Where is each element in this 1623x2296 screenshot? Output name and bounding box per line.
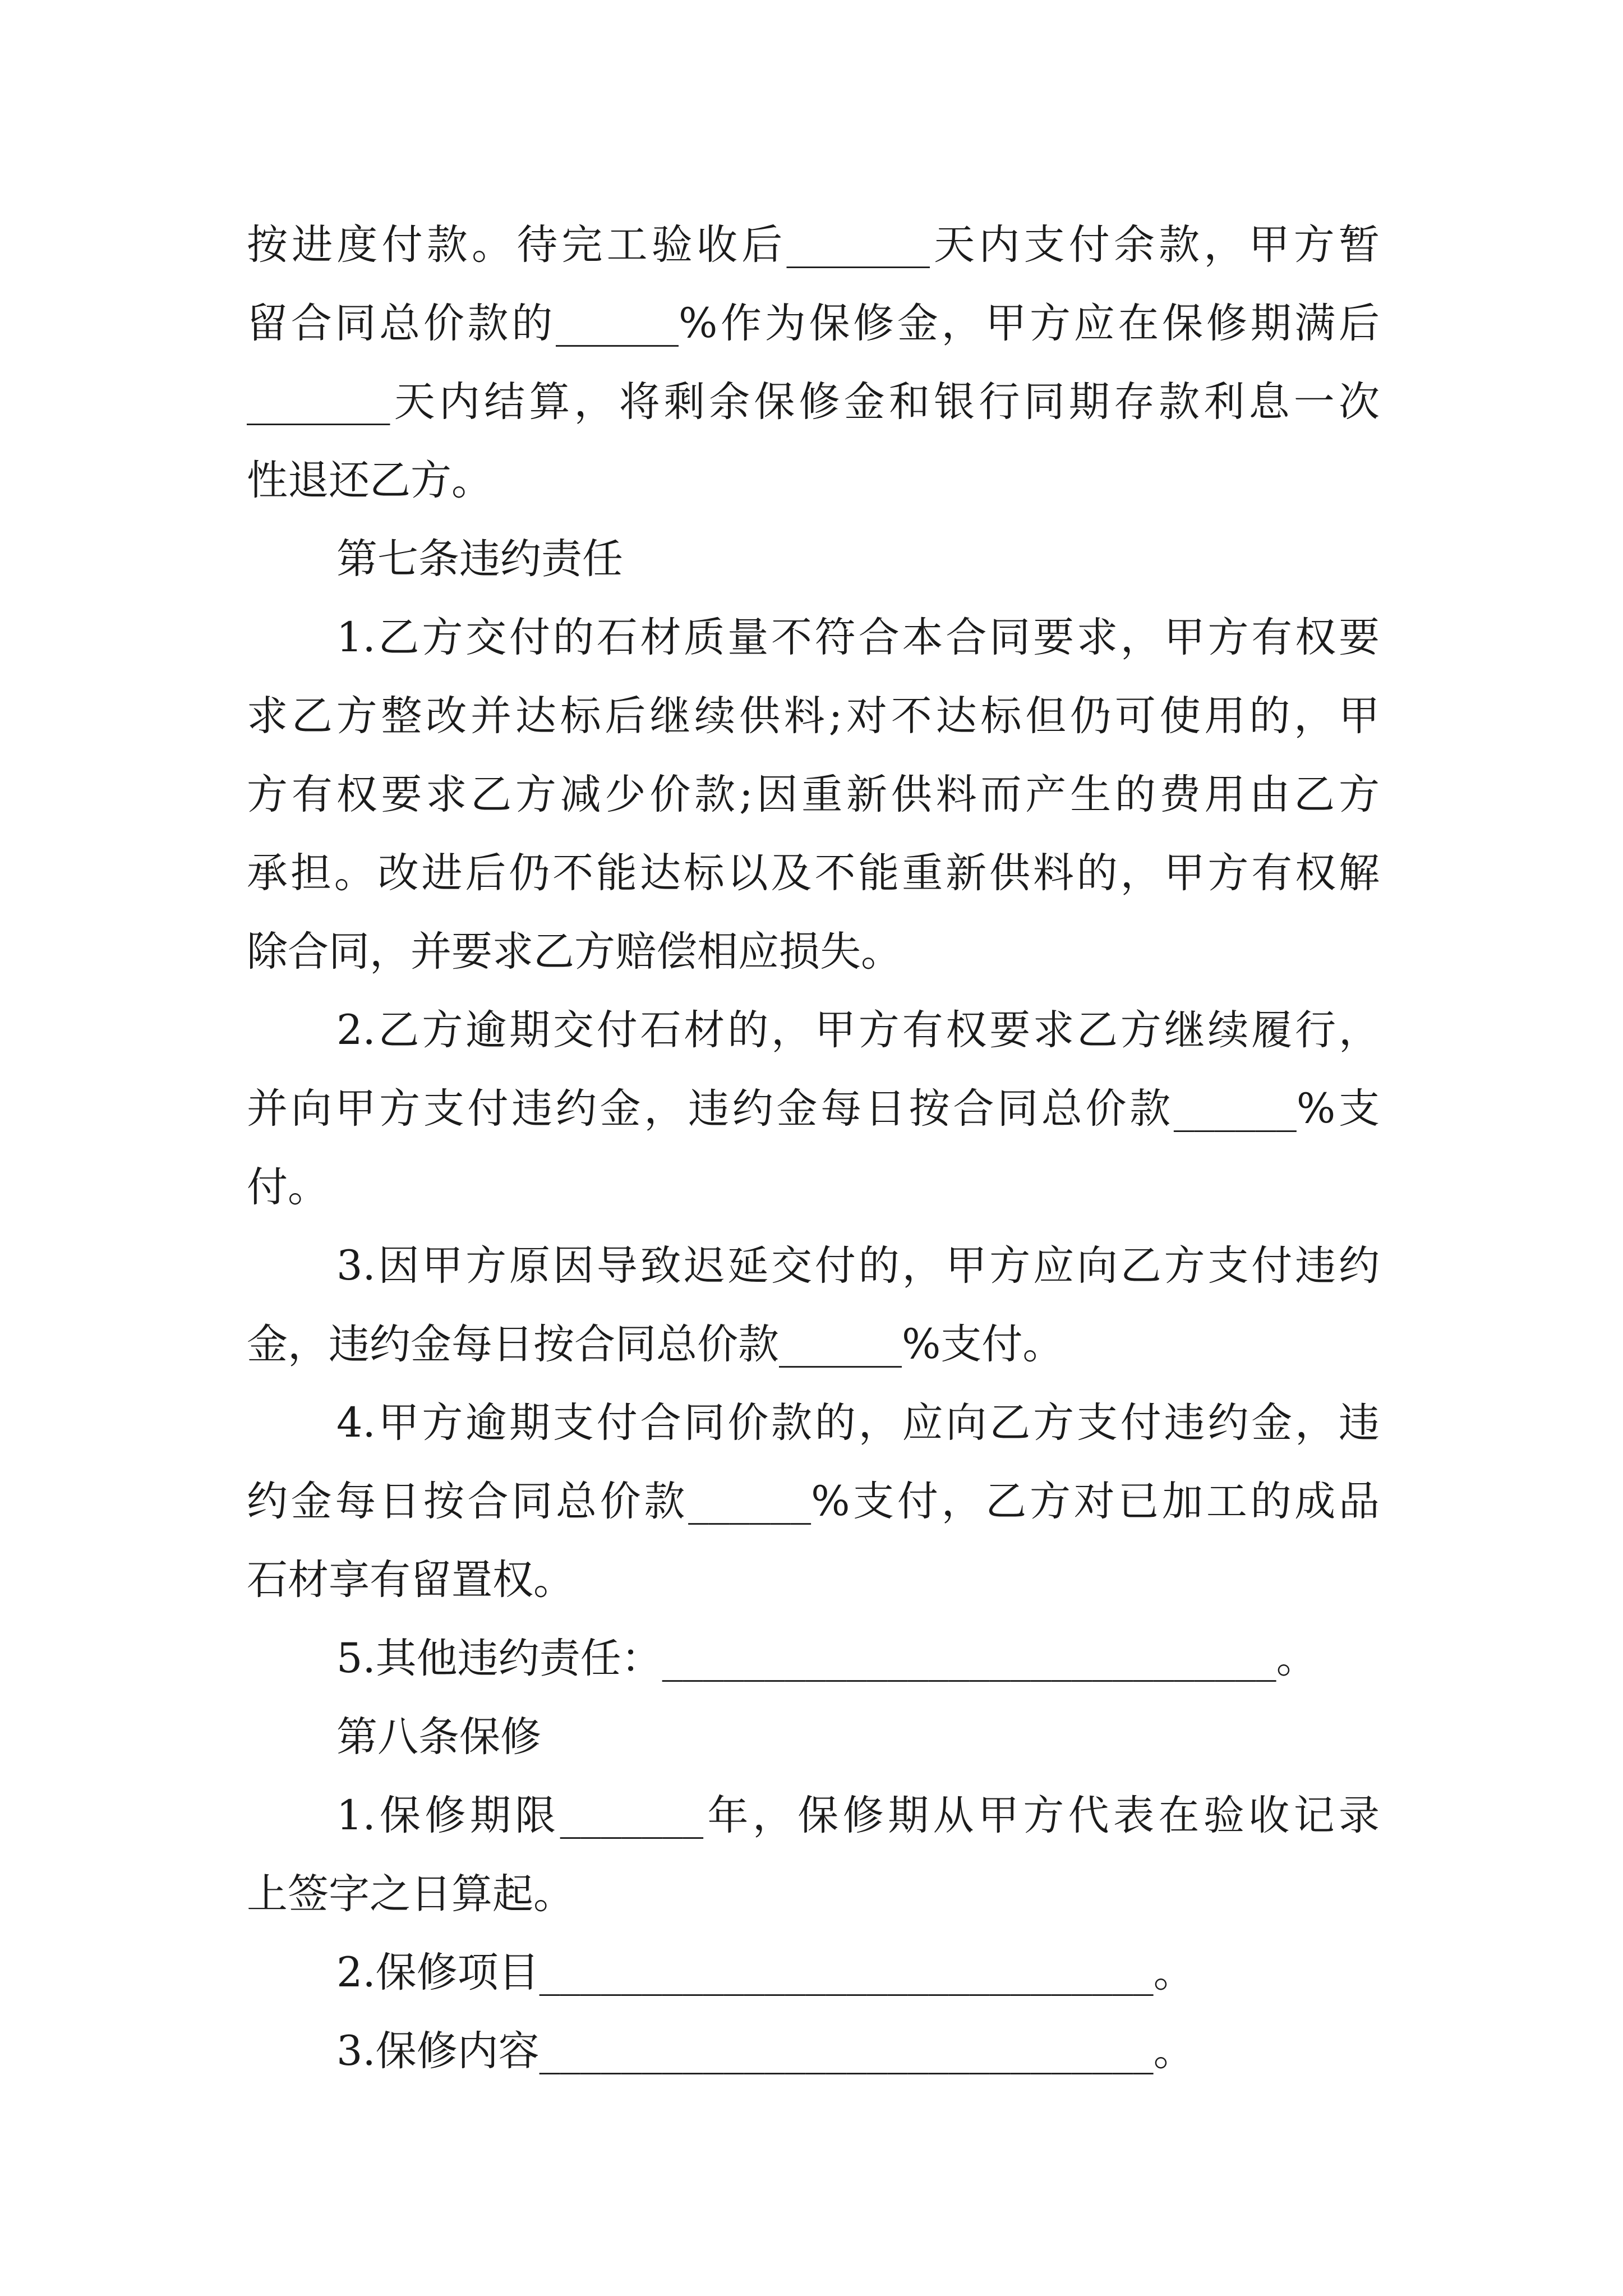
paragraph-line: 求乙方整改并达标后继续供料;对不达标但仍可使用的，甲 [247,692,1380,740]
paragraph-line: _______天内结算，将剩余保修金和银行同期存款利息一次 [247,378,1380,426]
paragraph-line: 1.保修期限_______年，保修期从甲方代表在验收记录 [336,1792,1380,1839]
paragraph-line: 金，违约金每日按合同总价款______%支付。 [247,1320,1064,1368]
paragraph-line: 付。 [247,1163,329,1211]
paragraph-line: 除合同，并要求乙方赔偿相应损失。 [247,928,902,976]
section-heading: 第七条违约责任 [336,535,623,583]
paragraph-line: 3.因甲方原因导致迟延交付的，甲方应向乙方支付违约 [336,1242,1380,1290]
paragraph-line: 2.保修项目______________________________。 [336,1949,1195,1996]
paragraph-line: 按进度付款。待完工验收后_______天内支付余款，甲方暂 [247,221,1380,269]
paragraph-line: 5.其他违约责任：______________________________。 [336,1635,1317,1682]
section-heading: 第八条保修 [336,1713,541,1761]
paragraph-line: 3.保修内容______________________________。 [336,2027,1195,2075]
paragraph-line: 方有权要求乙方减少价款;因重新供料而产生的费用由乙方 [247,771,1380,818]
paragraph-line: 石材享有留置权。 [247,1556,574,1604]
paragraph-line: 约金每日按合同总价款______%支付，乙方对已加工的成品 [247,1478,1380,1525]
paragraph-line: 留合同总价款的______%作为保修金，甲方应在保修期满后 [247,300,1380,347]
paragraph-line: 承担。改进后仍不能达标以及不能重新供料的，甲方有权解 [247,849,1380,897]
paragraph-line: 4.甲方逾期支付合同价款的，应向乙方支付违约金，违 [336,1399,1380,1447]
paragraph-line: 上签字之日算起。 [247,1870,574,1918]
paragraph-line: 1.乙方交付的石材质量不符合本合同要求，甲方有权要 [336,614,1380,661]
paragraph-line: 2.乙方逾期交付石材的，甲方有权要求乙方继续履行， [336,1006,1380,1054]
paragraph-line: 并向甲方支付违约金，违约金每日按合同总价款______%支 [247,1085,1380,1133]
paragraph-line: 性退还乙方。 [247,457,492,504]
